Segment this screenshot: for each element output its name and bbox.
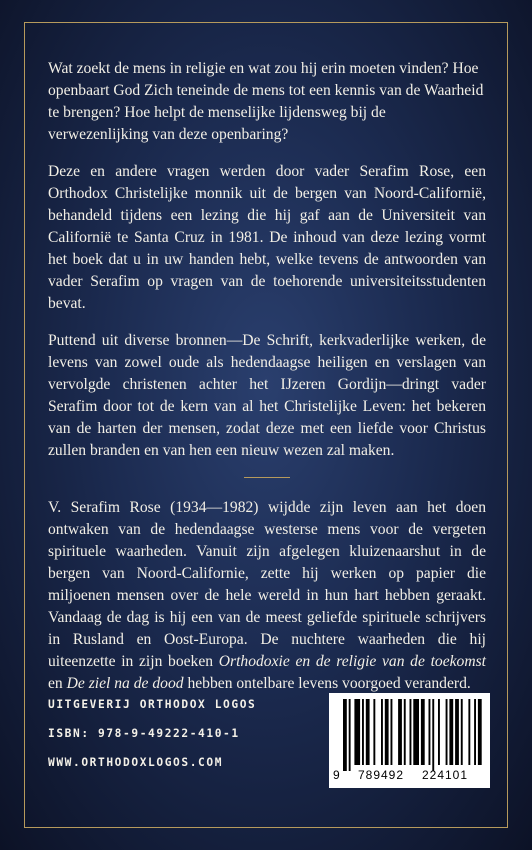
barcode-bar [349, 699, 351, 771]
isbn-text: ISBN: 978-9-49222-410-1 [48, 727, 240, 740]
barcode-bar [455, 699, 459, 765]
divider-line [244, 477, 290, 478]
barcode-bar [413, 699, 419, 765]
blurb-paragraph-2: Deze en andere vragen werden door vader Serafim Rose, een Orthodox Christelijke monnik uit de bergen van Noord-Californië, behandeld tijdens een lezing die hij gaf aan de Universiteit van Californië te Santa Cruz in 1981. De inhoud van deze lezing vormt het boek dat u in uw handen hebt, welke tevens de antwoorden van vader Serafim op vragen van de toehorende universiteitsstudenten bevat. [48, 163, 486, 312]
barcode-bar [432, 699, 434, 771]
book-title-orthodoxie: Orthodoxie en de religie van de toekomst [218, 653, 486, 670]
barcode-bar [354, 699, 360, 765]
barcode-bar [404, 699, 406, 765]
blurb-paragraph-3: Puttend uit diverse bronnen—De Schrift, kerkvaderlijke werken, de levens van zowel oude als hedendaagse heiligen en verslagen van vervolgde christenen achter het IJzeren Gordijn—dringt vader Serafim door tot de kern van al het Christelijke Leven: het bekeren van de harten der mensen, zodat deze met een liefde voor Christus zullen branden en van hen een nieuw wezen zal maken. [48, 332, 486, 459]
barcode-bar [362, 699, 364, 765]
barcode-bar [449, 699, 453, 765]
barcode-bars [343, 699, 482, 771]
barcode-bar [398, 699, 402, 765]
barcode-bar [474, 699, 476, 765]
publisher-website: WWW.ORTHODOXLOGOS.COM [48, 756, 224, 769]
publisher-info [48, 698, 256, 785]
barcode-bar [468, 699, 470, 765]
barcode-bar [385, 699, 389, 765]
author-bio [48, 497, 486, 695]
barcode-bar [438, 699, 440, 765]
barcode-bar [446, 699, 448, 765]
author-bio-text: V. Serafim Rose (1934—1982) wijdde zijn leven aan het doen ontwaken van de hedendaagse westerse mens voor de vergeten spirituele waarheden. Vanuit zijn afgelegen kluizenaarshut in de bergen van Noord-Californie, zette hij werken op papier die miljoenen mensen over de hele wereld in hun hart hebben geraakt. Vandaag de dag is hij een van de meest geliefde spirituele schrijvers in Rusland en Oost-Europa. De nuchtere waarheden die hij uiteenzette in zijn boeken [48, 499, 486, 670]
barcode-bar [410, 699, 412, 765]
barcode-bar [373, 699, 375, 765]
isbn-barcode [329, 693, 490, 788]
blurb-paragraph-1: Wat zoekt de mens in religie en wat zou hij erin moeten vinden? Hoe openbaart God Zich teneinde de mens tot een kennis van de Waarheid te brengen? Hoe helpt de menselijke lijdensweg bij de verwezenlijking van deze openbaring? [48, 60, 484, 143]
barcode-bar [429, 699, 431, 765]
publisher-name: UITGEVERIJ ORTHODOX LOGOS [48, 698, 257, 711]
barcode-bar [343, 699, 347, 771]
barcode-right-digits: 224101 [421, 768, 469, 782]
barcode-bar [381, 699, 383, 765]
author-bio-conjunction: en [48, 675, 67, 692]
author-bio-ending: hebben ontelbare levens voorgoed veranderd. [183, 675, 471, 692]
barcode-bar [461, 699, 463, 765]
barcode-bar [421, 699, 425, 765]
barcode-bar [478, 699, 482, 765]
barcode-bar [391, 699, 393, 765]
back-cover-text [48, 58, 486, 710]
barcode-lead-digit: 9 [333, 768, 340, 782]
book-title-ziel: De ziel na de dood [66, 675, 184, 692]
barcode-left-digits: 789492 [357, 768, 405, 782]
barcode-bar [366, 699, 370, 765]
